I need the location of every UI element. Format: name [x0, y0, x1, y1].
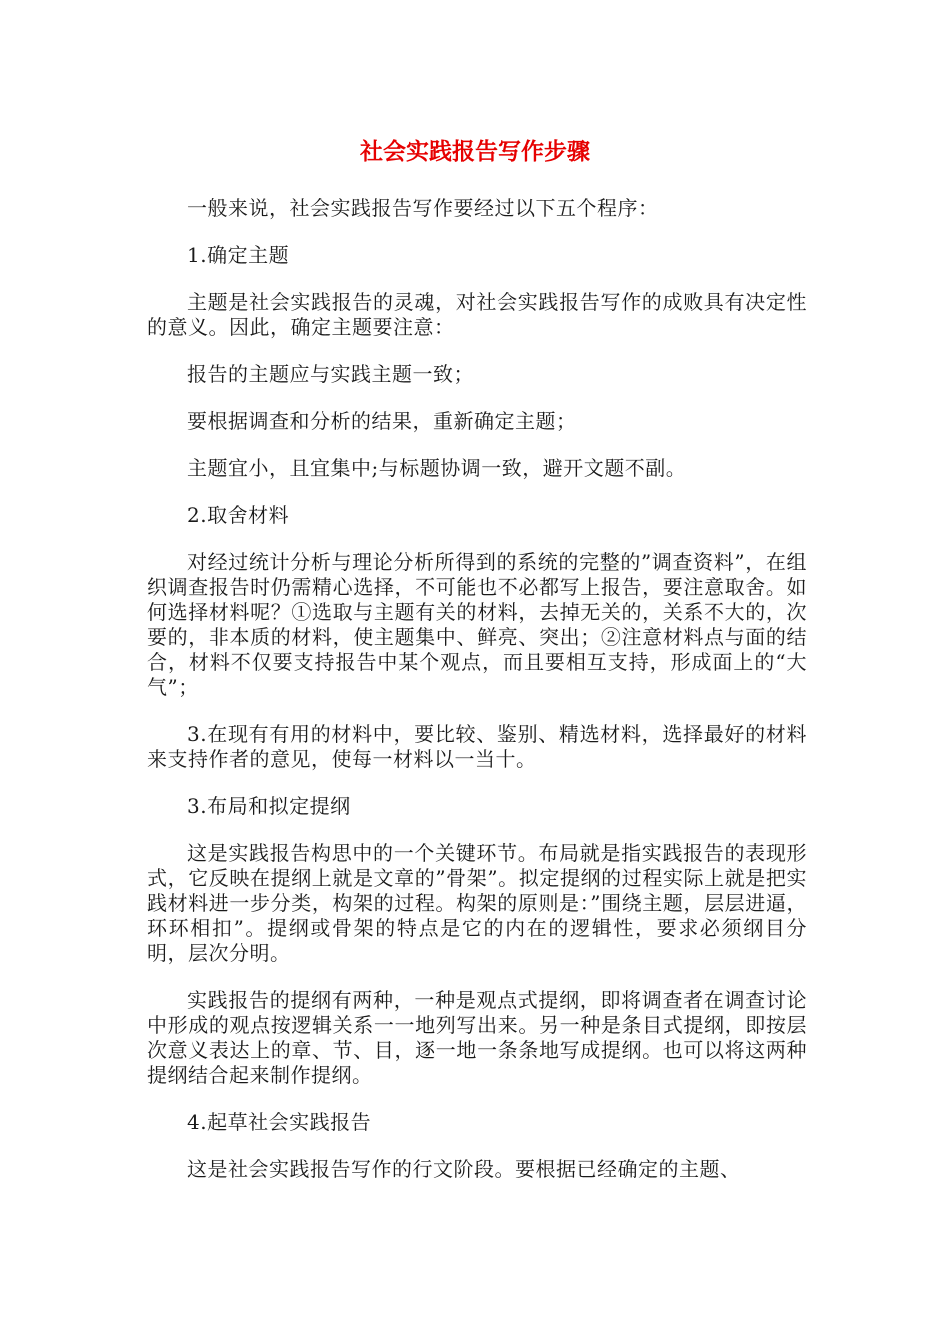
paragraph-intro: 一般来说，社会实践报告写作要经过以下五个程序：: [187, 196, 659, 220]
paragraph-theme-consistent: 报告的主题应与实践主题一致；: [187, 362, 474, 386]
document-body: [147, 196, 807, 1204]
paragraph-theme-soul: 主题是社会实践报告的灵魂，对社会实践报告写作的成败具有决定性的意义。因此，确定主题要注意：: [147, 290, 807, 339]
paragraph-outline-types: 实践报告的提纲有两种，一种是观点式提纲，即将调查者在调查讨论中形成的观点按逻辑关系一一地列写出来。另一种是条目式提纲，即按层次意义表达上的章、节、目，逐一地一条条地写成提纲。也可以将这两种提纲结合起来制作提纲。: [147, 988, 807, 1087]
paragraph-theme-redetermine: 要根据调查和分析的结果，重新确定主题；: [187, 409, 577, 433]
heading-determine-theme: 1.确定主题: [187, 243, 290, 267]
paragraph-compare-materials: 3.在现有有用的材料中，要比较、鉴别、精选材料，选择最好的材料来支持作者的意见，使每一材料以一当十。: [147, 722, 807, 771]
paragraph-select-materials: 对经过统计分析与理论分析所得到的系统的完整的”调查资料”，在组织调查报告时仍需精心选择，不可能也不必都写上报告，要注意取舍。如何选择材料呢？①选取与主题有关的材料，去掉无关的，关系不大的，次要的，非本质的材料，使主题集中、鲜亮、突出；②注意材料点与面的结合，材料不仅要支持报告中某个观点，而且要相互支持，形成面上的“大气”；: [147, 550, 807, 699]
heading-layout-outline: 3.布局和拟定提纲: [187, 794, 351, 818]
heading-draft-report: 4.起草社会实践报告: [187, 1110, 372, 1134]
heading-select-materials: 2.取舍材料: [187, 503, 290, 527]
paragraph-theme-small: 主题宜小，且宜集中;与标题协调一致，避开文题不副。: [187, 456, 687, 480]
document-title: 社会实践报告写作步骤: [360, 139, 590, 165]
paragraph-draft-stage: 这是社会实践报告写作的行文阶段。要根据已经确定的主题、: [187, 1157, 741, 1181]
paragraph-layout-key: 这是实践报告构思中的一个关键环节。布局就是指实践报告的表现形式，它反映在提纲上就是文章的”骨架”。拟定提纲的过程实际上就是把实践材料进一步分类，构架的过程。构架的原则是：”围绕主题，层层进逼，环环相扣”。提纲或骨架的特点是它的内在的逻辑性，要求必须纲目分明，层次分明。: [147, 841, 807, 965]
